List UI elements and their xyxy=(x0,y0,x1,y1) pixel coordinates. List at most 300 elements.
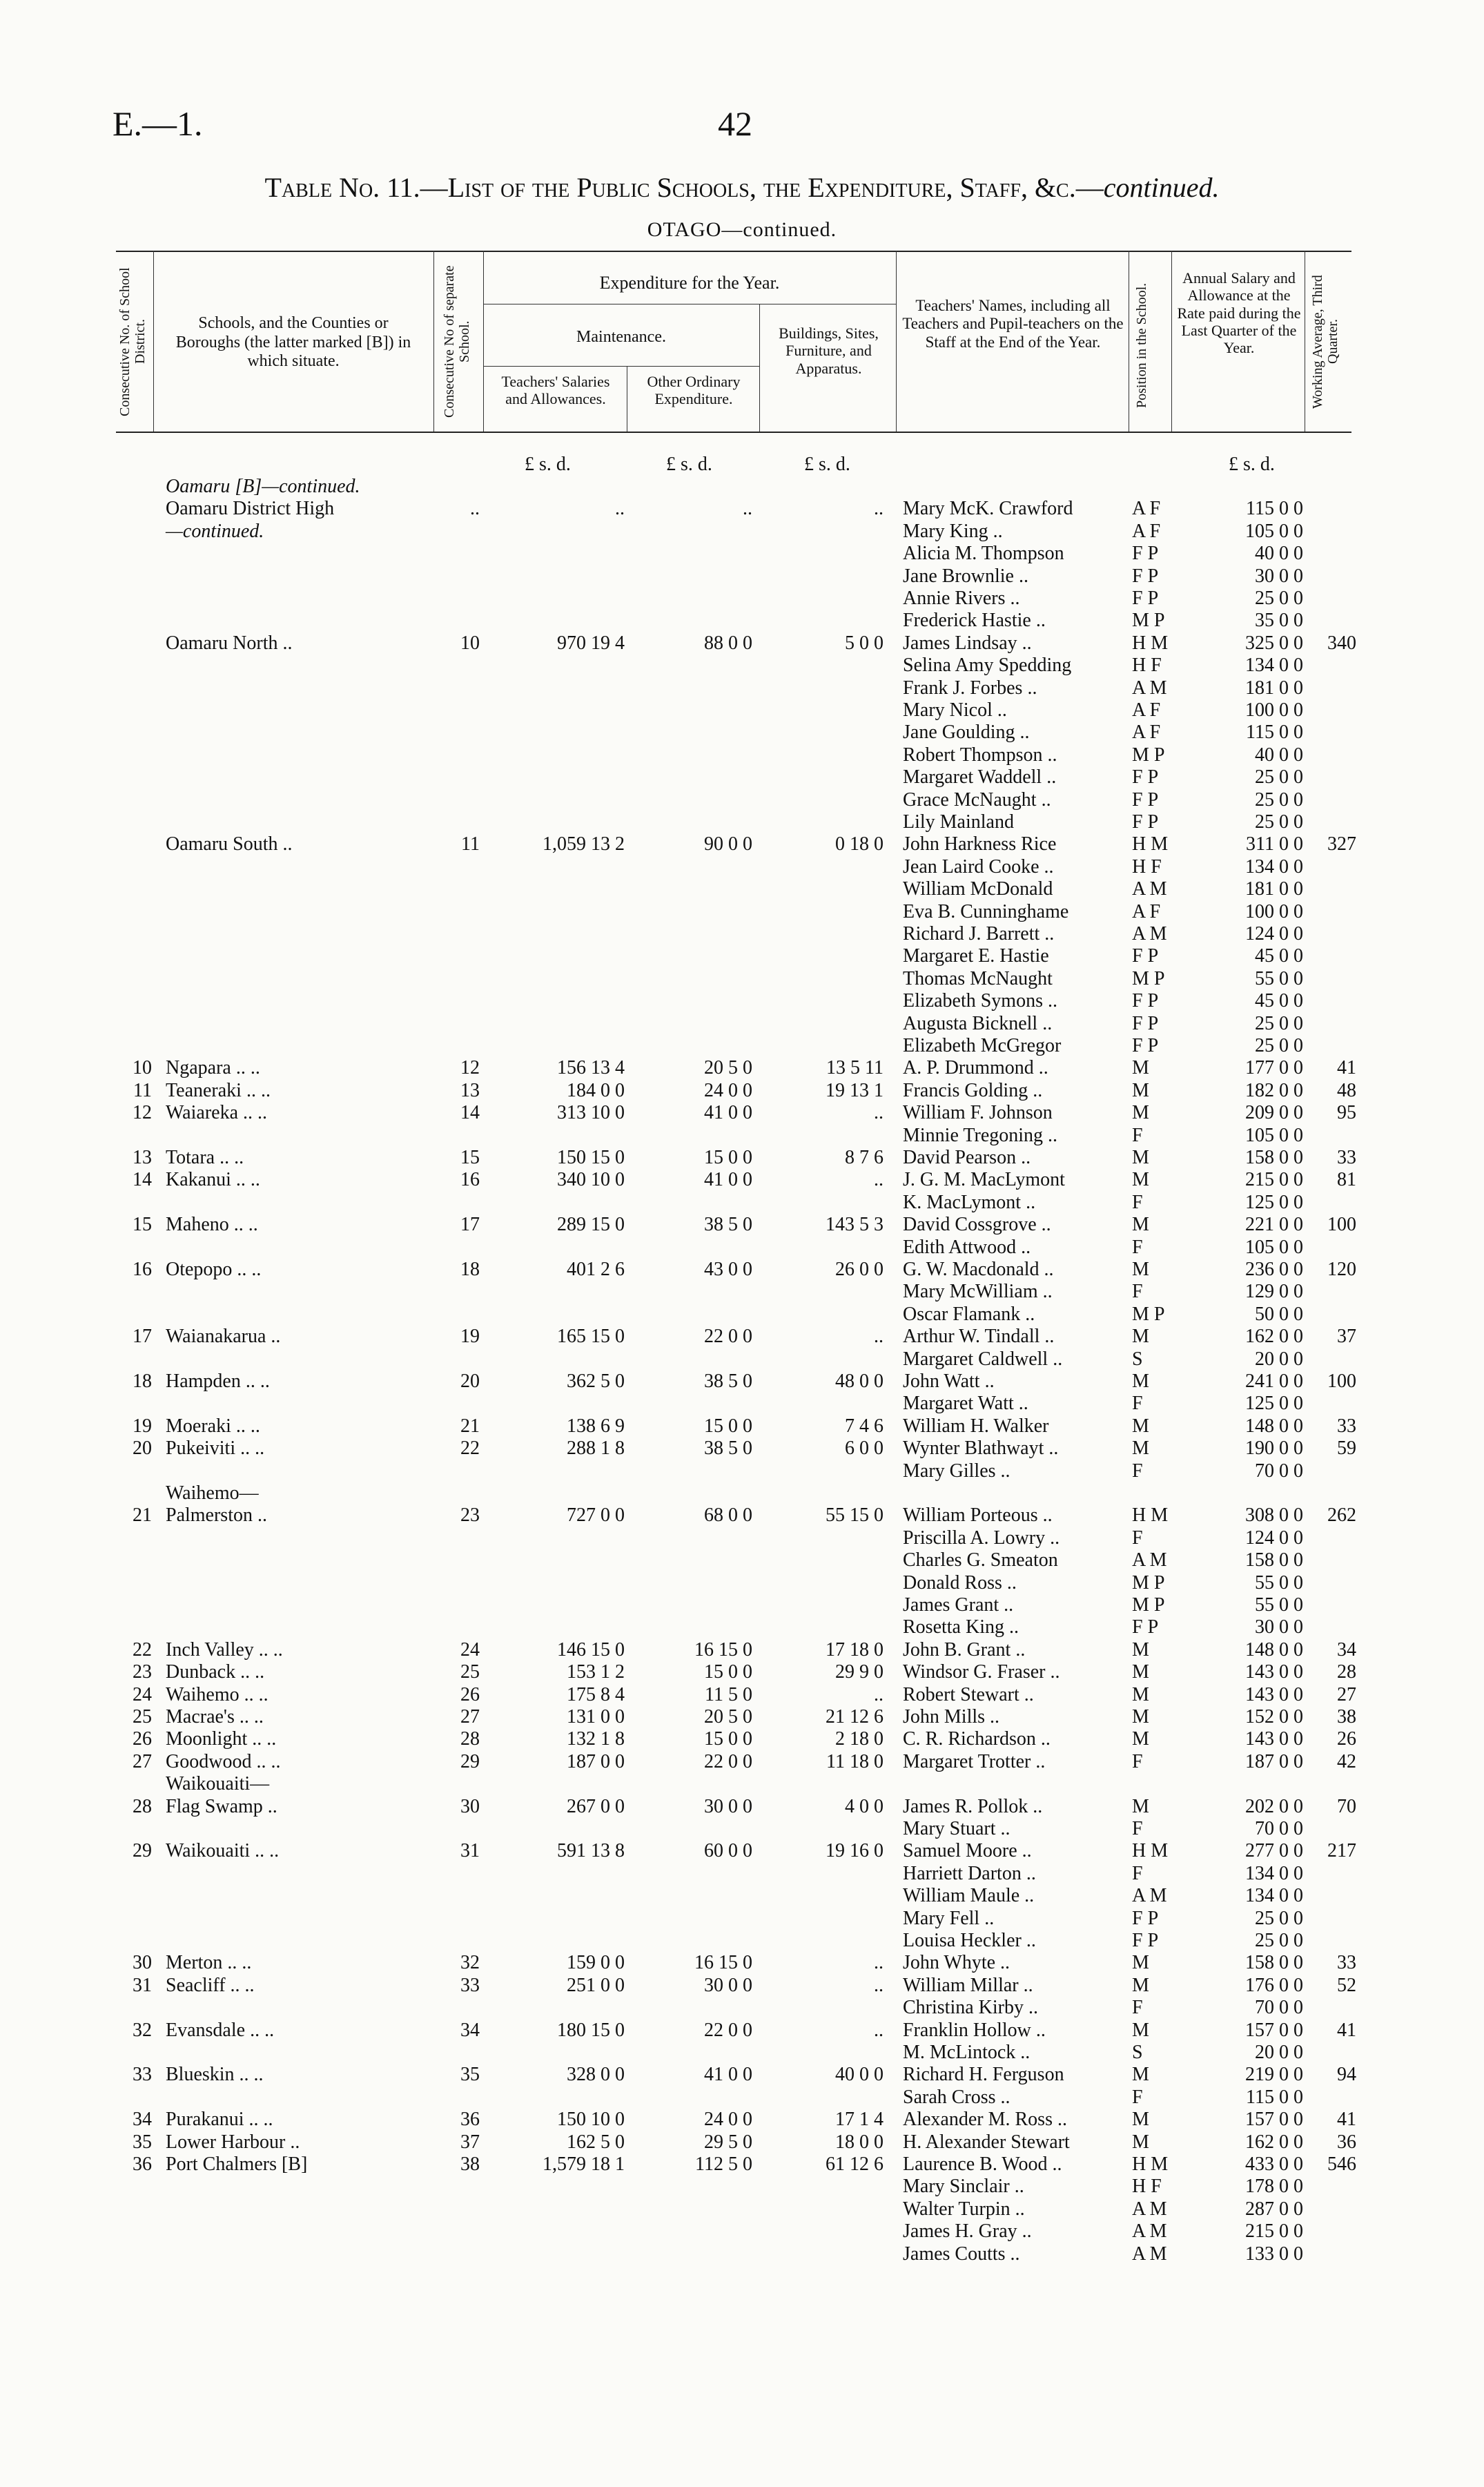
cell-teacher-name: Mary Stuart .. xyxy=(903,1818,1011,1839)
cell-buildings: 5 0 0 xyxy=(845,632,883,654)
cell-other-expenditure: 22 0 0 xyxy=(704,1750,752,1772)
cell-position: M xyxy=(1132,2064,1149,2086)
cell-position: M P xyxy=(1132,1571,1165,1594)
table-row xyxy=(0,1438,1484,1460)
cell-position: F xyxy=(1132,1862,1143,1884)
cell-annual-salary: 148 0 0 xyxy=(1245,1415,1303,1437)
table-row xyxy=(0,1460,1484,1482)
cell-other-expenditure: .. xyxy=(743,498,752,520)
cell-working-average: 33 xyxy=(1337,1147,1356,1168)
cell-annual-salary: 40 0 0 xyxy=(1255,543,1303,565)
cell-teacher-name: Robert Thompson .. xyxy=(903,744,1057,766)
cell-consec-no: 20 xyxy=(133,1438,152,1460)
table-row xyxy=(0,1371,1484,1393)
cell-position: M xyxy=(1132,1214,1149,1236)
cell-separate-school-no: 28 xyxy=(460,1728,480,1750)
table-row xyxy=(0,1616,1484,1638)
cell-other-expenditure: 43 0 0 xyxy=(704,1259,752,1280)
cell-school-name: Moonlight .. .. xyxy=(166,1728,277,1750)
cell-teacher-name: Margaret Trotter .. xyxy=(903,1750,1046,1772)
cell-annual-salary: 25 0 0 xyxy=(1255,811,1303,833)
cell-separate-school-no: 12 xyxy=(460,1057,480,1079)
cell-school-name: Pukeiviti .. .. xyxy=(166,1438,265,1460)
table-row xyxy=(0,1594,1484,1616)
table-row xyxy=(0,1080,1484,1102)
cell-annual-salary: 125 0 0 xyxy=(1245,1393,1303,1415)
cell-annual-salary: 219 0 0 xyxy=(1245,2064,1303,2086)
cell-salaries: 165 15 0 xyxy=(557,1326,625,1348)
cell-teacher-name: Mary King .. xyxy=(903,520,1003,542)
cell-annual-salary: 115 0 0 xyxy=(1246,722,1303,744)
cell-separate-school-no: 35 xyxy=(460,2064,480,2086)
cell-other-expenditure: 24 0 0 xyxy=(704,2109,752,2131)
cell-annual-salary: 134 0 0 xyxy=(1245,655,1303,677)
cell-school-name: Merton .. .. xyxy=(166,1952,252,1974)
col-rule xyxy=(896,251,897,432)
table-row xyxy=(0,901,1484,923)
table-row xyxy=(0,2154,1484,2176)
cell-annual-salary: 134 0 0 xyxy=(1245,1862,1303,1884)
table-row xyxy=(0,2042,1484,2064)
cell-position: S xyxy=(1132,1348,1143,1370)
cell-annual-salary: 134 0 0 xyxy=(1245,855,1303,878)
col-header-buildings: Buildings, Sites, Furniture, and Apparatus. xyxy=(779,325,879,377)
cell-position: M P xyxy=(1132,1303,1165,1325)
cell-position: M xyxy=(1132,2019,1149,2041)
cell-school-name: Dunback .. .. xyxy=(166,1661,265,1683)
table-row xyxy=(0,1214,1484,1236)
cell-school-name: Evansdale .. .. xyxy=(166,2019,275,2041)
cell-salaries: 150 10 0 xyxy=(557,2109,625,2131)
cell-teacher-name: K. MacLymont .. xyxy=(903,1191,1036,1213)
cell-separate-school-no: 37 xyxy=(460,2131,480,2153)
cell-school-name: Ngapara .. .. xyxy=(166,1057,260,1079)
cell-buildings: 55 15 0 xyxy=(826,1504,883,1527)
cell-teacher-name: John Whyte .. xyxy=(903,1952,1011,1974)
cell-position: F P xyxy=(1132,788,1159,811)
cell-teacher-name: James Lindsay .. xyxy=(903,632,1032,654)
cell-salaries: 251 0 0 xyxy=(567,1974,625,1996)
cell-consec-no: 26 xyxy=(133,1728,152,1750)
table-row xyxy=(0,2064,1484,2086)
cell-teacher-name: Walter Turpin .. xyxy=(903,2198,1025,2220)
cell-buildings: .. xyxy=(874,1974,883,1996)
cell-other-expenditure: 15 0 0 xyxy=(704,1415,752,1437)
cell-teacher-name: A. P. Drummond .. xyxy=(903,1057,1048,1079)
cell-working-average: 100 xyxy=(1327,1371,1356,1392)
cell-teacher-name: Rosetta King .. xyxy=(903,1616,1019,1638)
cell-teacher-name: Elizabeth McGregor xyxy=(903,1035,1062,1056)
cell-position: M xyxy=(1132,1974,1149,1996)
col-rule xyxy=(153,251,154,432)
cell-position: H F xyxy=(1132,655,1162,677)
cell-buildings: 48 0 0 xyxy=(835,1371,883,1392)
cell-salaries: 970 19 4 xyxy=(557,632,625,654)
units-other: £ s. d. xyxy=(666,454,712,475)
cell-teacher-name: Margaret Watt .. xyxy=(903,1393,1028,1415)
cell-teacher-name: Mary Gilles .. xyxy=(903,1460,1011,1482)
table-subtitle: OTAGO—continued. xyxy=(647,218,837,241)
cell-teacher-name: John Watt .. xyxy=(903,1371,995,1392)
table-row xyxy=(0,1930,1484,1952)
table-row xyxy=(0,2020,1484,2042)
cell-position: H M xyxy=(1132,2154,1169,2175)
cell-annual-salary: 177 0 0 xyxy=(1245,1057,1303,1079)
cell-annual-salary: 50 0 0 xyxy=(1255,1303,1303,1325)
cell-position: M xyxy=(1132,2131,1149,2153)
cell-school-name: Oamaru [B]—continued. xyxy=(166,476,360,497)
cell-position: A M xyxy=(1132,2243,1167,2265)
cell-teacher-name: G. W. Macdonald .. xyxy=(903,1259,1054,1280)
cell-salaries: 267 0 0 xyxy=(567,1795,625,1817)
cell-consec-no: 24 xyxy=(133,1683,152,1705)
cell-working-average: 34 xyxy=(1337,1638,1356,1661)
cell-annual-salary: 148 0 0 xyxy=(1245,1638,1303,1661)
cell-separate-school-no: 27 xyxy=(460,1706,480,1728)
table-row xyxy=(0,1684,1484,1706)
cell-salaries: 289 15 0 xyxy=(557,1214,625,1236)
cell-salaries: 146 15 0 xyxy=(557,1638,625,1661)
cell-position: H F xyxy=(1132,2176,1162,2198)
cell-working-average: 70 xyxy=(1337,1795,1356,1817)
cell-school-name: —continued. xyxy=(166,520,264,542)
table-row xyxy=(0,588,1484,610)
cell-buildings: 17 18 0 xyxy=(826,1638,883,1661)
cell-position: F P xyxy=(1132,766,1159,788)
cell-annual-salary: 157 0 0 xyxy=(1245,2109,1303,2131)
cell-separate-school-no: 16 xyxy=(460,1169,480,1191)
cell-position: A F xyxy=(1132,520,1161,542)
table-row xyxy=(0,945,1484,967)
cell-salaries: 162 5 0 xyxy=(567,2131,625,2153)
cell-school-name: Blueskin .. .. xyxy=(166,2064,264,2086)
cell-buildings: 8 7 6 xyxy=(845,1147,883,1168)
cell-teacher-name: Mary Sinclair .. xyxy=(903,2176,1024,2198)
cell-position: F P xyxy=(1132,811,1159,833)
cell-annual-salary: 134 0 0 xyxy=(1245,1885,1303,1907)
cell-buildings: .. xyxy=(874,1102,883,1124)
cell-separate-school-no: 34 xyxy=(460,2019,480,2041)
cell-position: M xyxy=(1132,1415,1149,1437)
cell-consec-no: 34 xyxy=(133,2109,152,2131)
cell-separate-school-no: 24 xyxy=(460,1638,480,1661)
cell-teacher-name: Donald Ross .. xyxy=(903,1571,1017,1594)
table-row xyxy=(0,1840,1484,1862)
cell-buildings: 18 0 0 xyxy=(835,2131,883,2153)
cell-separate-school-no: 10 xyxy=(460,632,480,654)
cell-annual-salary: 45 0 0 xyxy=(1255,945,1303,967)
cell-working-average: 340 xyxy=(1327,632,1356,654)
cell-annual-salary: 25 0 0 xyxy=(1255,588,1303,609)
cell-position: F P xyxy=(1132,1012,1159,1034)
cell-consec-no: 33 xyxy=(133,2064,152,2086)
cell-other-expenditure: 22 0 0 xyxy=(704,2019,752,2041)
cell-consec-no: 13 xyxy=(133,1147,152,1168)
cell-separate-school-no: 32 xyxy=(460,1952,480,1974)
cell-position: F xyxy=(1132,1527,1143,1549)
cell-teacher-name: James Grant .. xyxy=(903,1594,1014,1616)
cell-buildings: 19 13 1 xyxy=(826,1079,883,1101)
table-row xyxy=(0,1393,1484,1415)
cell-annual-salary: 181 0 0 xyxy=(1245,878,1303,900)
table-row xyxy=(0,1952,1484,1974)
table-row xyxy=(0,1706,1484,1728)
cell-buildings: .. xyxy=(874,2019,883,2041)
cell-annual-salary: 25 0 0 xyxy=(1255,1012,1303,1034)
cell-annual-salary: 25 0 0 xyxy=(1255,788,1303,811)
cell-buildings: .. xyxy=(874,1169,883,1191)
cell-school-name: Otepopo .. .. xyxy=(166,1259,262,1280)
table-row xyxy=(0,766,1484,788)
table-row xyxy=(0,1304,1484,1326)
cell-teacher-name: James H. Gray .. xyxy=(903,2220,1032,2243)
cell-teacher-name: Alicia M. Thompson xyxy=(903,543,1064,565)
cell-salaries: 1,579 18 1 xyxy=(543,2154,625,2175)
cell-working-average: 28 xyxy=(1337,1661,1356,1683)
cell-annual-salary: 236 0 0 xyxy=(1245,1259,1303,1280)
cell-position: M P xyxy=(1132,610,1165,632)
table-row xyxy=(0,1997,1484,2019)
cell-consec-no: 14 xyxy=(133,1169,152,1191)
cell-annual-salary: 70 0 0 xyxy=(1255,1460,1303,1482)
cell-buildings: 7 4 6 xyxy=(845,1415,883,1437)
cell-teacher-name: Selina Amy Spedding xyxy=(903,655,1072,677)
cell-other-expenditure: 11 5 0 xyxy=(705,1683,752,1705)
cell-position: M P xyxy=(1132,967,1165,989)
cell-position: F P xyxy=(1132,1907,1159,1929)
cell-teacher-name: Christina Kirby .. xyxy=(903,1997,1038,2019)
col-header-expenditure: Expenditure for the Year. xyxy=(599,273,780,293)
table-row xyxy=(0,655,1484,677)
cell-school-name: Teaneraki .. .. xyxy=(166,1079,271,1101)
cell-school-name: Flag Swamp .. xyxy=(166,1795,277,1817)
cell-position: A F xyxy=(1132,498,1161,520)
cell-salaries: .. xyxy=(615,498,625,520)
cell-annual-salary: 20 0 0 xyxy=(1255,1348,1303,1370)
cell-position: F xyxy=(1132,1191,1143,1213)
table-row xyxy=(0,1863,1484,1885)
cell-working-average: 120 xyxy=(1327,1259,1356,1280)
cell-position: F xyxy=(1132,1460,1143,1482)
cell-salaries: 288 1 8 xyxy=(567,1438,625,1460)
cell-working-average: 27 xyxy=(1337,1683,1356,1705)
cell-other-expenditure: 20 5 0 xyxy=(704,1706,752,1728)
cell-position: F P xyxy=(1132,1616,1159,1638)
table-row xyxy=(0,878,1484,900)
table-row xyxy=(0,811,1484,833)
cell-annual-salary: 55 0 0 xyxy=(1255,1594,1303,1616)
cell-working-average: 33 xyxy=(1337,1415,1356,1437)
cell-position: M xyxy=(1132,1795,1149,1817)
cell-annual-salary: 187 0 0 xyxy=(1245,1750,1303,1772)
table-top-rule xyxy=(116,251,1351,252)
cell-other-expenditure: 24 0 0 xyxy=(704,1079,752,1101)
cell-position: F xyxy=(1132,1997,1143,2019)
cell-annual-salary: 162 0 0 xyxy=(1245,1326,1303,1348)
cell-working-average: 41 xyxy=(1337,2019,1356,2041)
cell-school-name: Moeraki .. .. xyxy=(166,1415,260,1437)
cell-teacher-name: Minnie Tregoning .. xyxy=(903,1124,1058,1146)
cell-position: M xyxy=(1132,1683,1149,1705)
cell-buildings: 143 5 3 xyxy=(826,1214,883,1236)
cell-annual-salary: 241 0 0 xyxy=(1245,1371,1303,1392)
table-row xyxy=(0,632,1484,655)
cell-position: H M xyxy=(1132,1840,1169,1862)
cell-school-name: Waiareka .. .. xyxy=(166,1102,267,1124)
cell-salaries: 180 15 0 xyxy=(557,2019,625,2041)
cell-annual-salary: 176 0 0 xyxy=(1245,1974,1303,1996)
cell-position: M P xyxy=(1132,744,1165,766)
cell-separate-school-no: 14 xyxy=(460,1102,480,1124)
cell-other-expenditure: 38 5 0 xyxy=(704,1438,752,1460)
cell-other-expenditure: 29 5 0 xyxy=(704,2131,752,2153)
cell-separate-school-no: 18 xyxy=(460,1259,480,1280)
cell-buildings: 6 0 0 xyxy=(845,1438,883,1460)
cell-working-average: 262 xyxy=(1327,1504,1356,1527)
cell-other-expenditure: 30 0 0 xyxy=(704,1795,752,1817)
cell-position: M xyxy=(1132,1706,1149,1728)
cell-teacher-name: Francis Golding .. xyxy=(903,1079,1043,1101)
table-row xyxy=(0,699,1484,722)
cell-annual-salary: 287 0 0 xyxy=(1245,2198,1303,2220)
cell-teacher-name: Laurence B. Wood .. xyxy=(903,2154,1062,2175)
cell-consec-no: 17 xyxy=(133,1326,152,1348)
cell-annual-salary: 209 0 0 xyxy=(1245,1102,1303,1124)
table-row xyxy=(0,521,1484,543)
cell-position: F xyxy=(1132,1236,1143,1258)
table-row xyxy=(0,968,1484,990)
cell-buildings: 61 12 6 xyxy=(826,2154,883,2175)
cell-position: H M xyxy=(1132,632,1169,654)
cell-other-expenditure: 15 0 0 xyxy=(704,1147,752,1168)
cell-separate-school-no: 36 xyxy=(460,2109,480,2131)
col-header-school: Schools, and the Counties or Boroughs (the latter marked [B]) in which situate. xyxy=(175,314,411,371)
table-row xyxy=(0,1908,1484,1930)
cell-other-expenditure: 41 0 0 xyxy=(704,1169,752,1191)
cell-buildings: 0 18 0 xyxy=(835,833,883,855)
table-row xyxy=(0,1147,1484,1169)
cell-position: F xyxy=(1132,1393,1143,1415)
cell-working-average: 100 xyxy=(1327,1214,1356,1236)
cell-position: S xyxy=(1132,2042,1143,2063)
table-title xyxy=(0,171,1484,204)
cell-teacher-name: Annie Rivers .. xyxy=(903,588,1020,609)
cell-position: M xyxy=(1132,1638,1149,1661)
cell-teacher-name: Mary Nicol .. xyxy=(903,699,1007,721)
cell-position: M xyxy=(1132,1079,1149,1101)
cell-position: A M xyxy=(1132,878,1167,900)
cell-separate-school-no: 25 xyxy=(460,1661,480,1683)
table-row xyxy=(0,1661,1484,1683)
cell-annual-salary: 143 0 0 xyxy=(1245,1661,1303,1683)
cell-separate-school-no: 15 xyxy=(460,1147,480,1168)
table-row xyxy=(0,722,1484,744)
table-row xyxy=(0,1035,1484,1057)
col-rule xyxy=(433,251,434,432)
cell-buildings: 26 0 0 xyxy=(835,1259,883,1280)
cell-teacher-name: Richard J. Barrett .. xyxy=(903,923,1055,945)
cell-school-name: Maheno .. .. xyxy=(166,1214,258,1236)
cell-position: F P xyxy=(1132,1035,1159,1056)
cell-other-expenditure: 20 5 0 xyxy=(704,1057,752,1079)
cell-separate-school-no: 22 xyxy=(460,1438,480,1460)
cell-annual-salary: 277 0 0 xyxy=(1245,1840,1303,1862)
cell-working-average: 37 xyxy=(1337,1326,1356,1348)
col-header-consec-no: Consecutive No. of School District. xyxy=(117,267,148,416)
cell-annual-salary: 105 0 0 xyxy=(1245,1236,1303,1258)
cell-school-name: Waianakarua .. xyxy=(166,1326,281,1348)
cell-position: F xyxy=(1132,2086,1143,2108)
cell-annual-salary: 143 0 0 xyxy=(1245,1728,1303,1750)
cell-separate-school-no: .. xyxy=(470,498,480,520)
cell-teacher-name: William Porteous .. xyxy=(903,1504,1053,1527)
cell-annual-salary: 20 0 0 xyxy=(1255,2042,1303,2063)
cell-other-expenditure: 15 0 0 xyxy=(704,1661,752,1683)
cell-position: M xyxy=(1132,1438,1149,1460)
table-row xyxy=(0,1482,1484,1504)
cell-annual-salary: 162 0 0 xyxy=(1245,2131,1303,2153)
table-row xyxy=(0,1527,1484,1549)
cell-position: F P xyxy=(1132,543,1159,565)
cell-teacher-name: Franklin Hollow .. xyxy=(903,2019,1046,2041)
cell-consec-no: 32 xyxy=(133,2019,152,2041)
cell-teacher-name: David Pearson .. xyxy=(903,1147,1031,1168)
cell-other-expenditure: 90 0 0 xyxy=(704,833,752,855)
cell-annual-salary: 45 0 0 xyxy=(1255,990,1303,1012)
table-row xyxy=(0,1013,1484,1035)
table-row xyxy=(0,1326,1484,1348)
table-row xyxy=(0,1818,1484,1840)
cell-working-average: 41 xyxy=(1337,1057,1356,1079)
cell-buildings: .. xyxy=(874,1952,883,1974)
cell-working-average: 94 xyxy=(1337,2064,1356,2086)
cell-school-name: Seacliff .. .. xyxy=(166,1974,255,1996)
table-row xyxy=(0,1728,1484,1750)
cell-teacher-name: John B. Grant .. xyxy=(903,1638,1026,1661)
table-row xyxy=(0,2198,1484,2220)
cell-buildings: 21 12 6 xyxy=(826,1706,883,1728)
cell-consec-no: 25 xyxy=(133,1706,152,1728)
cell-working-average: 26 xyxy=(1337,1728,1356,1750)
cell-annual-salary: 221 0 0 xyxy=(1245,1214,1303,1236)
cell-school-name: Waikouaiti .. .. xyxy=(166,1840,280,1862)
cell-buildings: 29 9 0 xyxy=(835,1661,883,1683)
maintenance-rule xyxy=(483,366,759,367)
cell-other-expenditure: 112 5 0 xyxy=(695,2154,752,2175)
table-row xyxy=(0,565,1484,588)
table-row xyxy=(0,2109,1484,2131)
cell-other-expenditure: 38 5 0 xyxy=(704,1371,752,1392)
cell-position: A F xyxy=(1132,900,1161,922)
table-row xyxy=(0,1885,1484,1907)
cell-buildings: 40 0 0 xyxy=(835,2064,883,2086)
cell-buildings: .. xyxy=(874,1683,883,1705)
cell-salaries: 138 6 9 xyxy=(567,1415,625,1437)
cell-position: H M xyxy=(1132,1504,1169,1527)
cell-other-expenditure: 38 5 0 xyxy=(704,1214,752,1236)
cell-position: A F xyxy=(1132,722,1161,744)
col-header-sep-no: Consecutive No of separate School. xyxy=(442,265,472,418)
cell-school-name: Oamaru North .. xyxy=(166,632,293,654)
table-row xyxy=(0,1125,1484,1147)
cell-position: M xyxy=(1132,1102,1149,1124)
table-row xyxy=(0,1102,1484,1124)
title-suffix: continued. xyxy=(1103,172,1220,203)
table-row xyxy=(0,744,1484,766)
cell-working-average: 38 xyxy=(1337,1706,1356,1728)
cell-teacher-name: Windsor G. Fraser .. xyxy=(903,1661,1060,1683)
cell-consec-no: 27 xyxy=(133,1750,152,1772)
